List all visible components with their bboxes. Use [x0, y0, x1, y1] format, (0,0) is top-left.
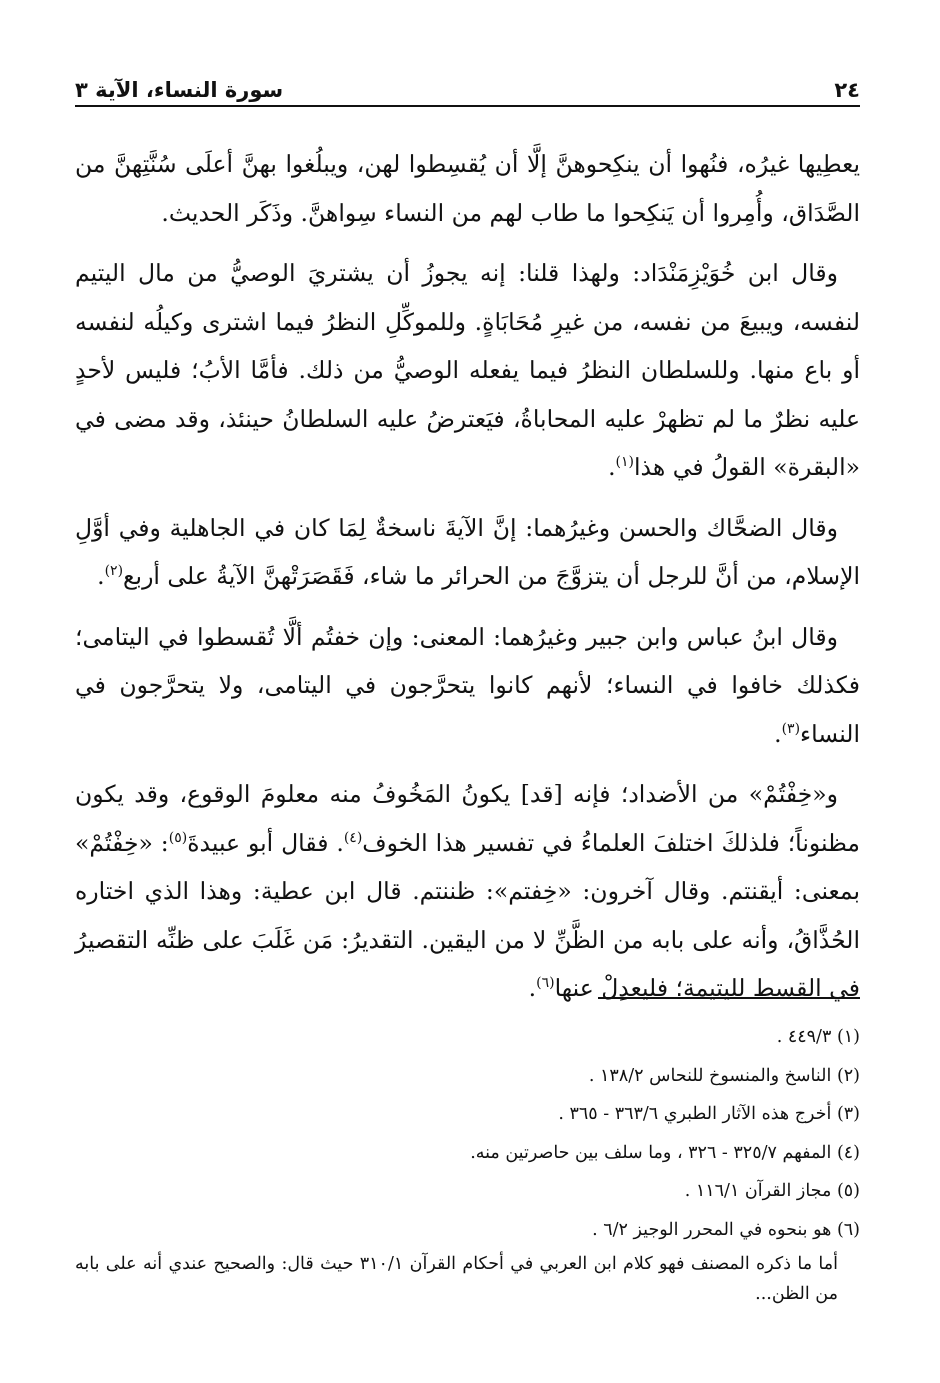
- paragraph-2: وقال ابن خُوَيْزِمَنْدَاد: ولهذا قلنا: إنه يجوزُ أن يشتريَ الوصيُّ من مال اليتيم لنفسه، ويبيعَ من نفسه، من غيرِ مُحَابَاةٍ. وللموكِّلِ النظرُ فيما اشترى وكيلُه لنفسه أو باع منها. وللسلطان النظرُ فيما يفعله الوصيُّ من ذلك. فأمَّا الأبُ؛ فليس لأحدٍ عليه نظرٌ ما لم تظهرْ عليه المحاباةُ، فيَعترضُ عليه السلطانُ حينئذ، وقد مضى في «البقرة» القولُ في هذا$^{(١)}$.: [75, 259, 860, 481]
- footnote-number: (٥): [836, 1181, 860, 1201]
- footnote-number: (٢): [836, 1065, 860, 1086]
- page-header: [75, 72, 860, 102]
- footnote-text: هو بنحوه في المحرر الوجيز ٦/٢ .: [592, 1219, 832, 1240]
- header-rule: [75, 105, 860, 107]
- paragraph-1: [75, 140, 860, 237]
- footnote-text: أخرج هذه الآثار الطبري ٣٦٣/٦ - ٣٦٥ .: [558, 1104, 832, 1124]
- footnote-text: مجاز القرآن ١١٦/١ .: [684, 1181, 832, 1201]
- footnote-number: (٣): [836, 1104, 860, 1124]
- footnotes: [75, 1018, 860, 1309]
- paragraph-4-text: وقال ابنُ عباس وابن جبير وغيرُهما: المعنى: وإن خفتُم ألَّا تُقسطوا في اليتامى؛ فكذلك خافوا في النساء؛ لأنهم كانوا يتحرَّجون في اليتامى، ولا يتحرَّجون في النساء: [75, 622, 860, 748]
- footnote-text: الناسخ والمنسوخ للنحاس ١٣٨/٢ .: [588, 1065, 832, 1086]
- paragraph-5-text-b: . فقال أبو عبيدةَ: [187, 828, 344, 857]
- footnote-6: [75, 1211, 860, 1250]
- page-number: ٢٤: [834, 78, 860, 102]
- footnote-ref-3[interactable]: (٣): [781, 720, 801, 737]
- footnote-text: المفهم ٣٢٥/٧ - ٣٢٦ ، وما سلف بين حاصرتين منه.: [470, 1142, 832, 1163]
- paragraph-3-text: وقال الضحَّاك والحسن وغيرُهما: إنَّ الآيةَ ناسخةٌ لِمَا كان في الجاهلية وفي أوَّلِ الإسلام، من أنَّ للرجل أن يتزوَّجَ من الحرائر ما شاء، فَقَصَرَتْهنَّ الآيةُ على أربع: [75, 513, 860, 590]
- main-text: [75, 140, 860, 1025]
- footnote-1: [75, 1018, 860, 1057]
- footnote-ref-1[interactable]: (١): [615, 454, 635, 471]
- footnote-number: (٦): [836, 1219, 860, 1240]
- paragraph-1-text: يعطِيها غيرُه، فنُهوا أن ينكِحوهنَّ إلَّا أن يُقسِطوا لهن، ويبلُغوا بهنَّ أعلَى سُنَّتِهنَّ من الصَّدَاق، وأُمِروا أن يَنكِحوا ما طاب لهم من النساء سِواهنَّ. وذَكَر الحديث.: [75, 150, 860, 227]
- footnote-text: ٤٤٩/٣ .: [776, 1027, 832, 1047]
- footnote-4: [75, 1134, 860, 1173]
- paragraph-2-text: وقال ابن خُوَيْزِمَنْدَاد: ولهذا قلنا: إنه يجوزُ أن يشتريَ الوصيُّ من مال اليتيم لنفسه، ويبيعَ من نفسه، من غيرِ مُحَابَاةٍ. وللموكِّلِ النظرُ فيما اشترى وكيلُه لنفسه أو باع منها. وللسلطان النظرُ فيما يفعله الوصيُّ من ذلك. فأمَّا الأبُ؛ فليس لأحدٍ عليه نظرٌ ما لم تظهرْ عليه المحاباةُ، فيَعترضُ عليه السلطانُ حينئذ، وقد مضى في «البقرة» القولُ في هذا: [75, 259, 860, 481]
- footnote-ref-2[interactable]: (٢): [104, 563, 124, 580]
- footnote-3: [75, 1095, 860, 1134]
- paragraph-3: وقال الضحَّاك والحسن وغيرُهما: إنَّ الآيةَ ناسخةٌ لِمَا كان في الجاهلية وفي أوَّلِ الإسلام، من أنَّ للرجل أن يتزوَّجَ من الحرائر ما شاء، فَقَصَرَتْهنَّ الآيةُ على أربع$^{(٢)}$.: [75, 513, 860, 590]
- footnote-number: (٤): [836, 1142, 860, 1163]
- paragraph-5-text-c: : «خِفْتُمْ» بمعنى: أيقنتم. وقال آخرون: «خِفتم»: ظننتم. قال ابن عطية: وهذا الذي اختاره الحُذَّاقُ، وأنه على بابه من الظَّنِّ لا من اليقين. التقديرُ: مَن غَلَبَ على ظنِّه التقصيرُ في القسط لليتيمة؛ فليعدِلْ عنها: [75, 828, 860, 1002]
- footnote-rule: [598, 997, 860, 999]
- paragraph-5-text-a: و«خِفْتُمْ» من الأضداد؛ فإنه [قد] يكونُ المَخُوفُ منه معلومَ الوقوع، وقد يكون مظنوناً؛ فلذلكَ اختلفَ العلماءُ في تفسير هذا الخوف: [75, 780, 860, 857]
- footnote-ref-5[interactable]: (٥): [168, 829, 188, 846]
- paragraph-5: و«خِفْتُمْ» من الأضداد؛ فإنه [قد] يكونُ المَخُوفُ منه معلومَ الوقوع، وقد يكون مظنوناً؛ فلذلكَ اختلفَ العلماءُ في تفسير هذا الخوف$^{(٤)}$. فقال أبو عبيدةَ$^{(٥)}$: «خِفْتُمْ» بمعنى: أيقنتم. وقال آخرون: «خِفتم»: ظننتم. قال ابن عطية: وهذا الذي اختاره الحُذَّاقُ، وأنه على بابه من الظَّنِّ لا من اليقين. التقديرُ: مَن غَلَبَ على ظنِّه التقصيرُ في القسط لليتيمة؛ فليعدِلْ عنها$^{(٦)}$.: [75, 780, 860, 1002]
- footnote-number: (١): [836, 1027, 860, 1047]
- footnote-2: [75, 1057, 860, 1096]
- footnote-ref-6[interactable]: (٦): [536, 975, 555, 992]
- footnote-ref-4[interactable]: (٤): [343, 829, 363, 846]
- running-title: سورة النساء، الآية ٣: [75, 78, 284, 102]
- footnote-5: [75, 1172, 860, 1211]
- footnote-6-continuation: أما ما ذكره المصنف فهو كلام ابن العربي في أحكام القرآن ٣١٠/١ حيث قال: والصحيح عندي أنه على بابه من الظن...: [75, 1254, 838, 1304]
- paragraph-4: وقال ابنُ عباس وابن جبير وغيرُهما: المعنى: وإن خفتُم ألَّا تُقسطوا في اليتامى؛ فكذلك خافوا في النساء؛ لأنهم كانوا يتحرَّجون في اليتامى، ولا يتحرَّجون في النساء$^{(٣)}$.: [75, 622, 860, 748]
